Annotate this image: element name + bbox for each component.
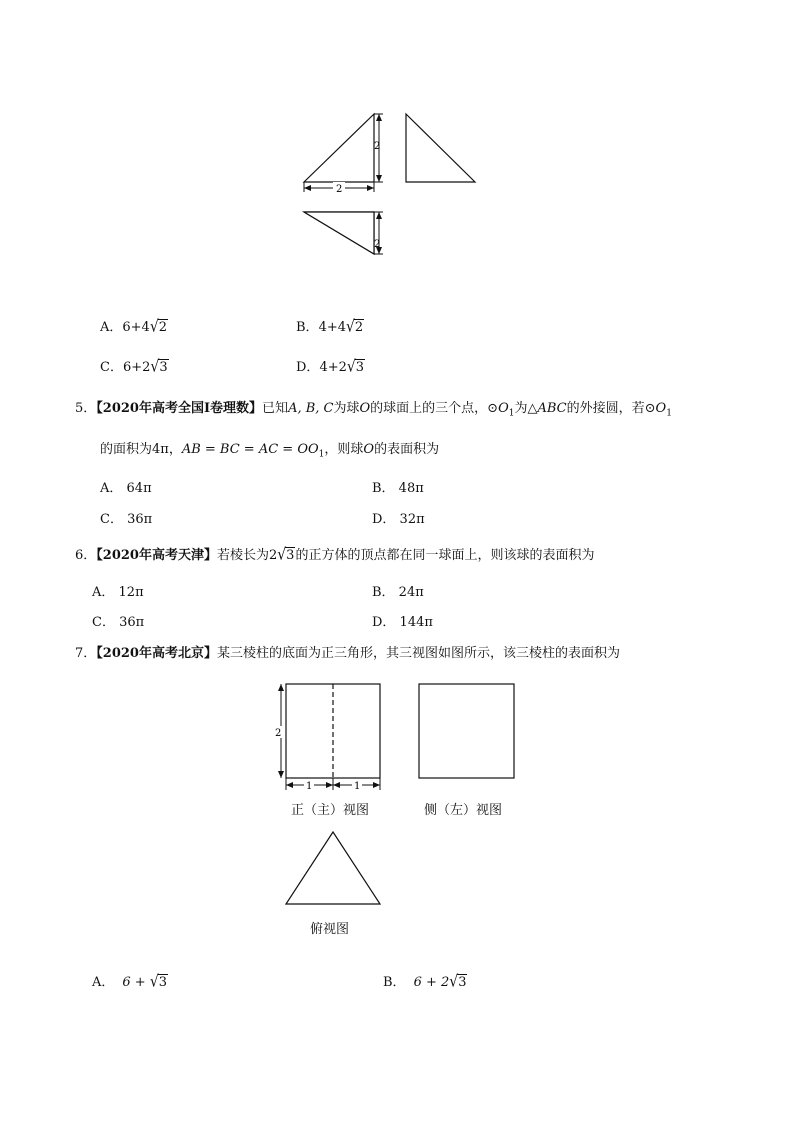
q7-front-view-rect (286, 684, 380, 778)
q7-option-a[interactable]: A． 6 + √3 (92, 972, 168, 992)
q5-stem-line2: 的面积为4π，AB = BC = AC = $OO_1$，则球O的表面积为 (100, 442, 440, 460)
sqrt-symbol: √3 (449, 972, 467, 992)
q5-option-c[interactable]: C． 36π (100, 512, 153, 527)
q6-option-b[interactable]: B． 24π (372, 585, 424, 600)
q5-option-d[interactable]: D． 32π (372, 512, 425, 527)
q4-front-view-triangle (304, 114, 374, 182)
sqrt-symbol: √3 (277, 545, 295, 565)
q6-option-d[interactable]: D． 144π (372, 615, 433, 630)
q7-top-view-triangle (286, 832, 380, 904)
q7-side-view-rect (419, 684, 514, 778)
q4-dim-top-right: 2 (374, 141, 381, 152)
q7-front-view-caption: 正（主）视图 (291, 803, 370, 818)
q7-option-b[interactable]: B． 6 + 2√3 (383, 972, 467, 992)
q4-option-a[interactable]: A．6+4√2 (100, 317, 168, 337)
sqrt-symbol: √3 (149, 972, 168, 992)
sqrt-symbol: √3 (346, 357, 365, 377)
q4-side-view-triangle (406, 114, 475, 182)
q6-source-tag: 【2020年高考天津】 (96, 548, 217, 563)
q7-top-view-caption: 俯视图 (310, 922, 350, 937)
q5-option-a[interactable]: A． 64π (100, 481, 152, 496)
q7-dim-height: 2 (275, 728, 282, 739)
sqrt-symbol: √2 (346, 317, 364, 337)
q7-stem: 7．【2020年高考北京】某三棱柱的底面为正三角形，其三视图如图所示，该三棱柱的表面积为 (75, 646, 620, 661)
q6-option-c[interactable]: C． 36π (92, 615, 145, 630)
q7-source-tag: 【2020年高考北京】 (96, 646, 217, 661)
sqrt-symbol: √3 (150, 357, 168, 377)
q4-option-c[interactable]: C．6+2√3 (100, 357, 168, 377)
q6-stem: 6．【2020年高考天津】若棱长为2√3的正方体的顶点都在同一球面上，则该球的表面积为 (75, 545, 595, 565)
q4-dim-lower-right: 2 (374, 239, 381, 250)
q7-dim-left: 1 (306, 781, 313, 792)
sqrt-symbol: √2 (149, 317, 168, 337)
q7-side-view-caption: 侧（左）视图 (424, 803, 503, 818)
q4-dim-bottom: 2 (336, 184, 343, 195)
q5-option-b[interactable]: B． 48π (372, 481, 424, 496)
q4-option-d[interactable]: D．4+2√3 (296, 357, 365, 377)
q4-three-view-figure (295, 108, 485, 260)
q5-source-tag: 【2020年高考全国Ⅰ卷理数】 (96, 401, 263, 416)
q5-stem-line1: 5．【2020年高考全国Ⅰ卷理数】已知A, B, C为球O的球面上的三个点，$⊙O_1$为△ABC的外接圆，若$⊙O_1$ (75, 401, 672, 419)
q4-option-b[interactable]: B．4+4√2 (296, 317, 364, 337)
q7-dim-right: 1 (354, 781, 361, 792)
q6-option-a[interactable]: A． 12π (92, 585, 144, 600)
q7-three-view-figure (270, 678, 520, 908)
